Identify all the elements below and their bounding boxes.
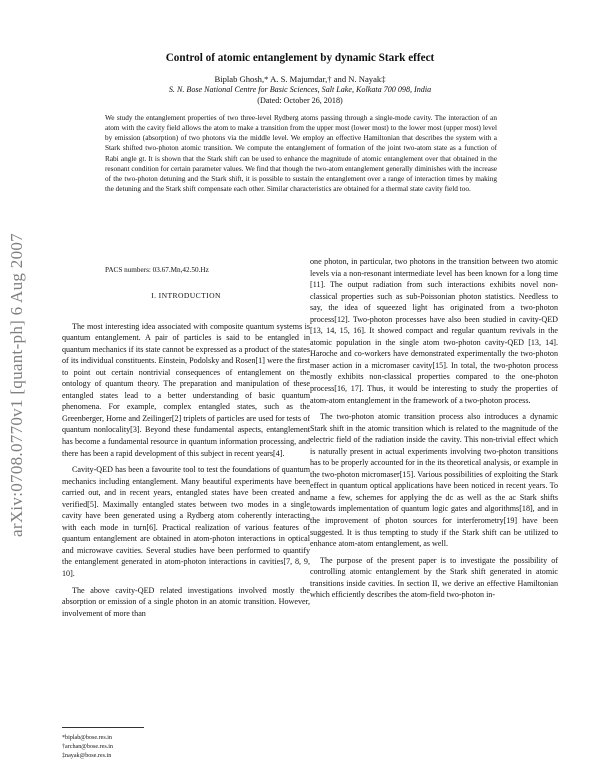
paragraph: Cavity-QED has been a favourite tool to test the foundations of quantum mechanics including entanglement. Many beautiful experiments have been carried out, and in recent years, entangled states have been created and verified[5]. Maximally entangled states between two modes in a single cavity have been generated using a Rydberg atom coherently interacting with each mode in turn[6]. Practical realization of various features of quantum entanglement are obtained in atom-photon interactions in optical and microwave cavities. Several studies have been performed to quantify the entanglement generated in atom-photon interactions in cavities[7, 8, 9, 10]. [62, 465, 310, 579]
paragraph: The most interesting idea associated with composite quantum systems is quantum entanglement. A pair of particles is said to be entangled in quantum mechanics if its state cannot be expressed as a product of the states of its individual constituents. Einstein, Podolsky and Rosen[1] were the first to point out certain nontrivial consequences of entanglement on the ontology of quantum theory. The preparation and manipulation of these entangled states lead to a better understanding of basic quantum phenomena. For example, complex entangled states, such as the Greenberger, Horne and Zeilinger[2] triplets of particles are used for tests of quantum nonlocality[3]. Beyond these fundamental aspects, entanglement has become a fundamental resource in quantum information processing, and there has been a rapid development of this subject in recent years[4]. [62, 321, 310, 458]
authors: Biplab Ghosh,* A. S. Majumdar,† and N. Nayak‡ [214, 74, 386, 84]
right-column [310, 256, 558, 606]
paragraph: The above cavity-QED related investigations involved mostly the absorption or emission of a single photon in an atomic transition. However, involvement of more than [62, 585, 310, 618]
footnote-email[interactable]: *biplab@bose.res.in [62, 735, 112, 741]
paragraph: one photon, in particular, two photons in the transition between two atomic levels via a non-resonant intermediate level has been known for a long time [11]. The output radiation from such interactions exhibits novel non-classical properties such as sub-Poissonian photon statistics. Needless to say, the idea of squeezed light has originated from a two-photon process[12]. Two-photon processes have also been studied in cavity-QED [13, 14, 15, 16]. It showed compact and regular quantum revivals in the atomic population in the single atom two-photon cavity-QED [13, 14]. Haroche and co-workers have demonstrated experimentally the two-photon maser action in a micromaser cavity[15]. In total, the two-photon process mostly exhibits non-classical properties compared to the one-photon process[16, 17]. Thus, it would be interesting to study the properties of atom-atom entanglement in the framework of a two-photon process. [310, 257, 558, 405]
affiliation: S. N. Bose National Centre for Basic Sciences, Salt Lake, Kolkata 700 098, India [168, 85, 432, 94]
paragraph: The purpose of the present paper is to investigate the possibility of controlling atomic entanglement by the Stark shift generated in atomic transitions inside cavities. In section II, we derive an effective Hamiltonian which efficiently describes the atom-field two-photon in- [310, 555, 558, 600]
arxiv-identifier [4, 175, 30, 595]
paragraph: The two-photon atomic transition process also introduces a dynamic Stark shift in the atomic transition which is related to the magnitude of the electric field of the radiation inside the cavity. This non-trivial effect which is naturally present in actual experiments involving two-photon transitions has to be properly accounted for in the its theoretical analysis, or example in the two-photon micromaser[15]. Various possibilities of exploiting the Stark effect in quantum optical applications have been noticed in recent years. To name a few, schemes for applying the dc as well as the ac Stark shifts towards implementation of quantum logic gates and algorithms[18], and in the improvement of photon sources for interferometry[19] have been suggested. It is thus tempting to study if the Stark shift can be utilized to enhance atom-atom entanglement, as well. [310, 412, 558, 549]
date-line: (Dated: October 26, 2018) [257, 96, 343, 105]
paper-title: Control of atomic entanglement by dynamic Stark effect [165, 52, 435, 64]
arxiv-identifier-text: arXiv:0708.0770v1 [quant-ph] 6 Aug 2007 [7, 233, 26, 537]
footnote-email[interactable]: ‡nayak@bose.res.in [62, 753, 112, 759]
section-heading: I. INTRODUCTION [151, 291, 221, 300]
left-column [62, 290, 310, 624]
footnote-rule [62, 727, 144, 728]
footnote-email[interactable]: †archan@bose.res.in [62, 744, 113, 750]
pacs-numbers: PACS numbers: 03.67.Mn,42.50.Hz [105, 266, 209, 274]
abstract: We study the entanglement properties of two three-level Rydberg atoms passing through a single-mode cavity. The interaction of an atom with the cavity field allows the atom to make a transition from the upper most (lower most) to the lower most (upper most) level by emission (absorption) of two photons via the middle level. We employ an effective Hamiltonian that describes the system with a Stark shifted two-photon atomic transition. We compute the entanglement of formation of the joint two-atom state as a function of Rabi angle gt. It is shown that the Stark shift can be used to enhance the magnitude of atomic entanglement over that obtained in the resonant condition for certain parameter values. We find that though the two-atom entanglement generally diminishes with the increase of the two-photon detuning and the Stark shift, it is possible to sustain the entanglement over a range of interaction times by making the detuning and the Stark shift compensate each other. Similar characteristics are obtained for a thermal state cavity field too. [105, 114, 497, 194]
